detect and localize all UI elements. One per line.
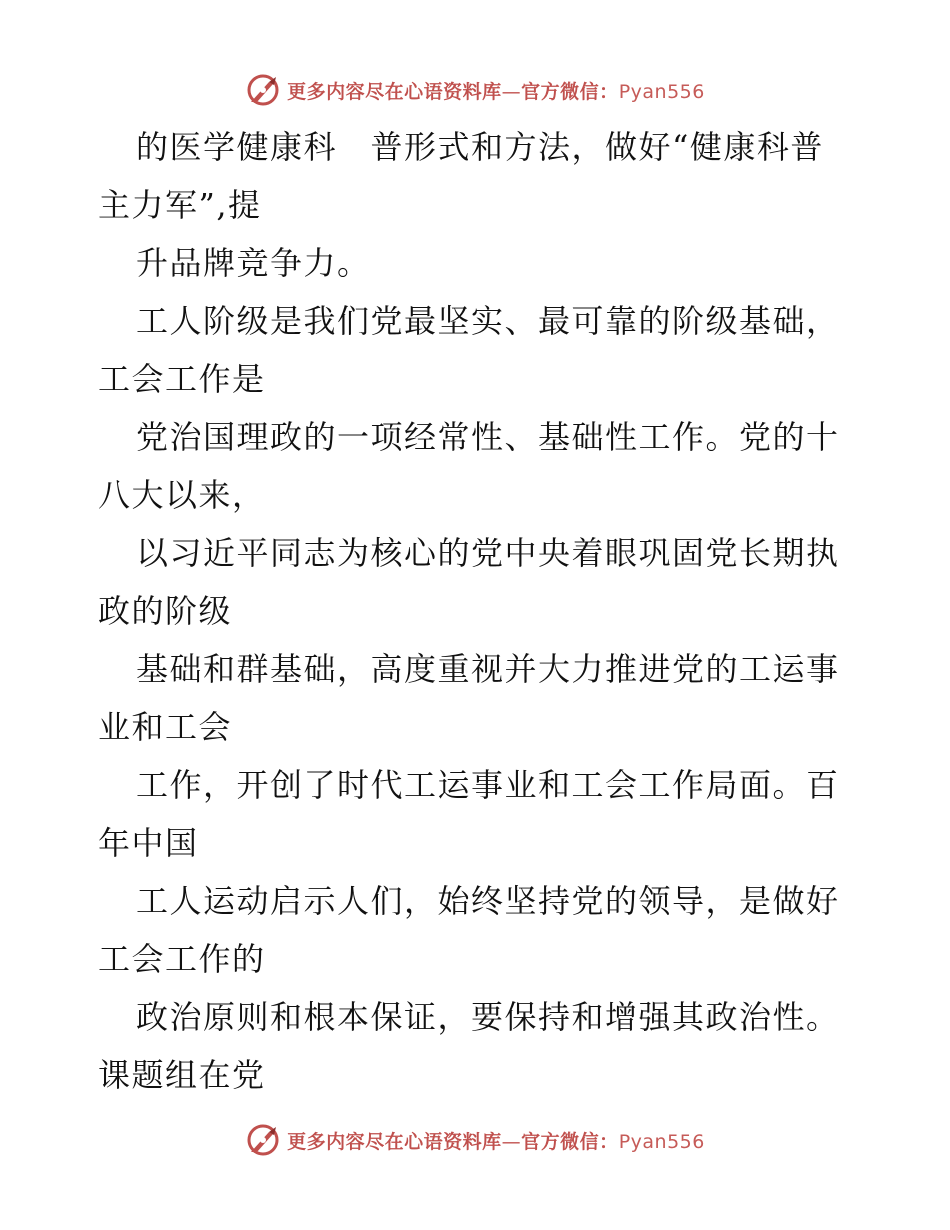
body-line: 以习近平同志为核心的党中央着眼巩固党长期执 bbox=[136, 534, 840, 572]
header-separator: — bbox=[501, 80, 522, 103]
body-line: 工会工作是 bbox=[98, 360, 266, 398]
body-line: 课题组在党 bbox=[98, 1056, 266, 1094]
footer-separator: — bbox=[501, 1130, 522, 1153]
body-line: 工会工作的 bbox=[98, 940, 266, 978]
body-line: 政治原则和根本保证，要保持和增强其政治性。 bbox=[136, 998, 840, 1036]
body-line: 政的阶级 bbox=[98, 592, 233, 630]
body-line: 升品牌竞争力。 bbox=[136, 244, 371, 282]
header-banner-text bbox=[287, 77, 705, 104]
body-line: 工人运动启示人们，始终坚持党的领导，是做好 bbox=[136, 882, 840, 920]
body-line: 主力军”,提 bbox=[98, 186, 262, 224]
header-site-text: 更多内容尽在心语资料库 bbox=[287, 80, 502, 103]
body-line: 的医学健康科 普形式和方法，做好“健康科普 bbox=[136, 128, 824, 166]
body-line: 工作，开创了时代工运事业和工会工作局面。百 bbox=[136, 766, 840, 804]
header-watermark-banner bbox=[0, 70, 950, 110]
footer-wechat-id: Pyan556 bbox=[618, 1130, 705, 1153]
footer-watermark-banner bbox=[0, 1120, 950, 1160]
body-line: 业和工会 bbox=[98, 708, 233, 746]
quill-circle-logo-icon bbox=[245, 72, 281, 108]
footer-banner-text bbox=[287, 1127, 705, 1154]
body-line: 基础和群基础，高度重视并大力推进党的工运事 bbox=[136, 650, 840, 688]
quill-circle-logo-icon bbox=[245, 1122, 281, 1158]
header-wechat-id: Pyan556 bbox=[618, 80, 705, 103]
body-line: 工人阶级是我们党最坚实、最可靠的阶级基础， bbox=[136, 302, 840, 340]
footer-site-text: 更多内容尽在心语资料库 bbox=[287, 1130, 502, 1153]
body-line: 年中国 bbox=[98, 824, 199, 862]
body-line: 党治国理政的一项经常性、基础性工作。党的十 bbox=[136, 418, 840, 456]
document-body bbox=[98, 118, 858, 1104]
body-line: 八大以来， bbox=[98, 476, 266, 514]
footer-wechat-label: 官方微信： bbox=[521, 1130, 619, 1153]
header-wechat-label: 官方微信： bbox=[521, 80, 619, 103]
